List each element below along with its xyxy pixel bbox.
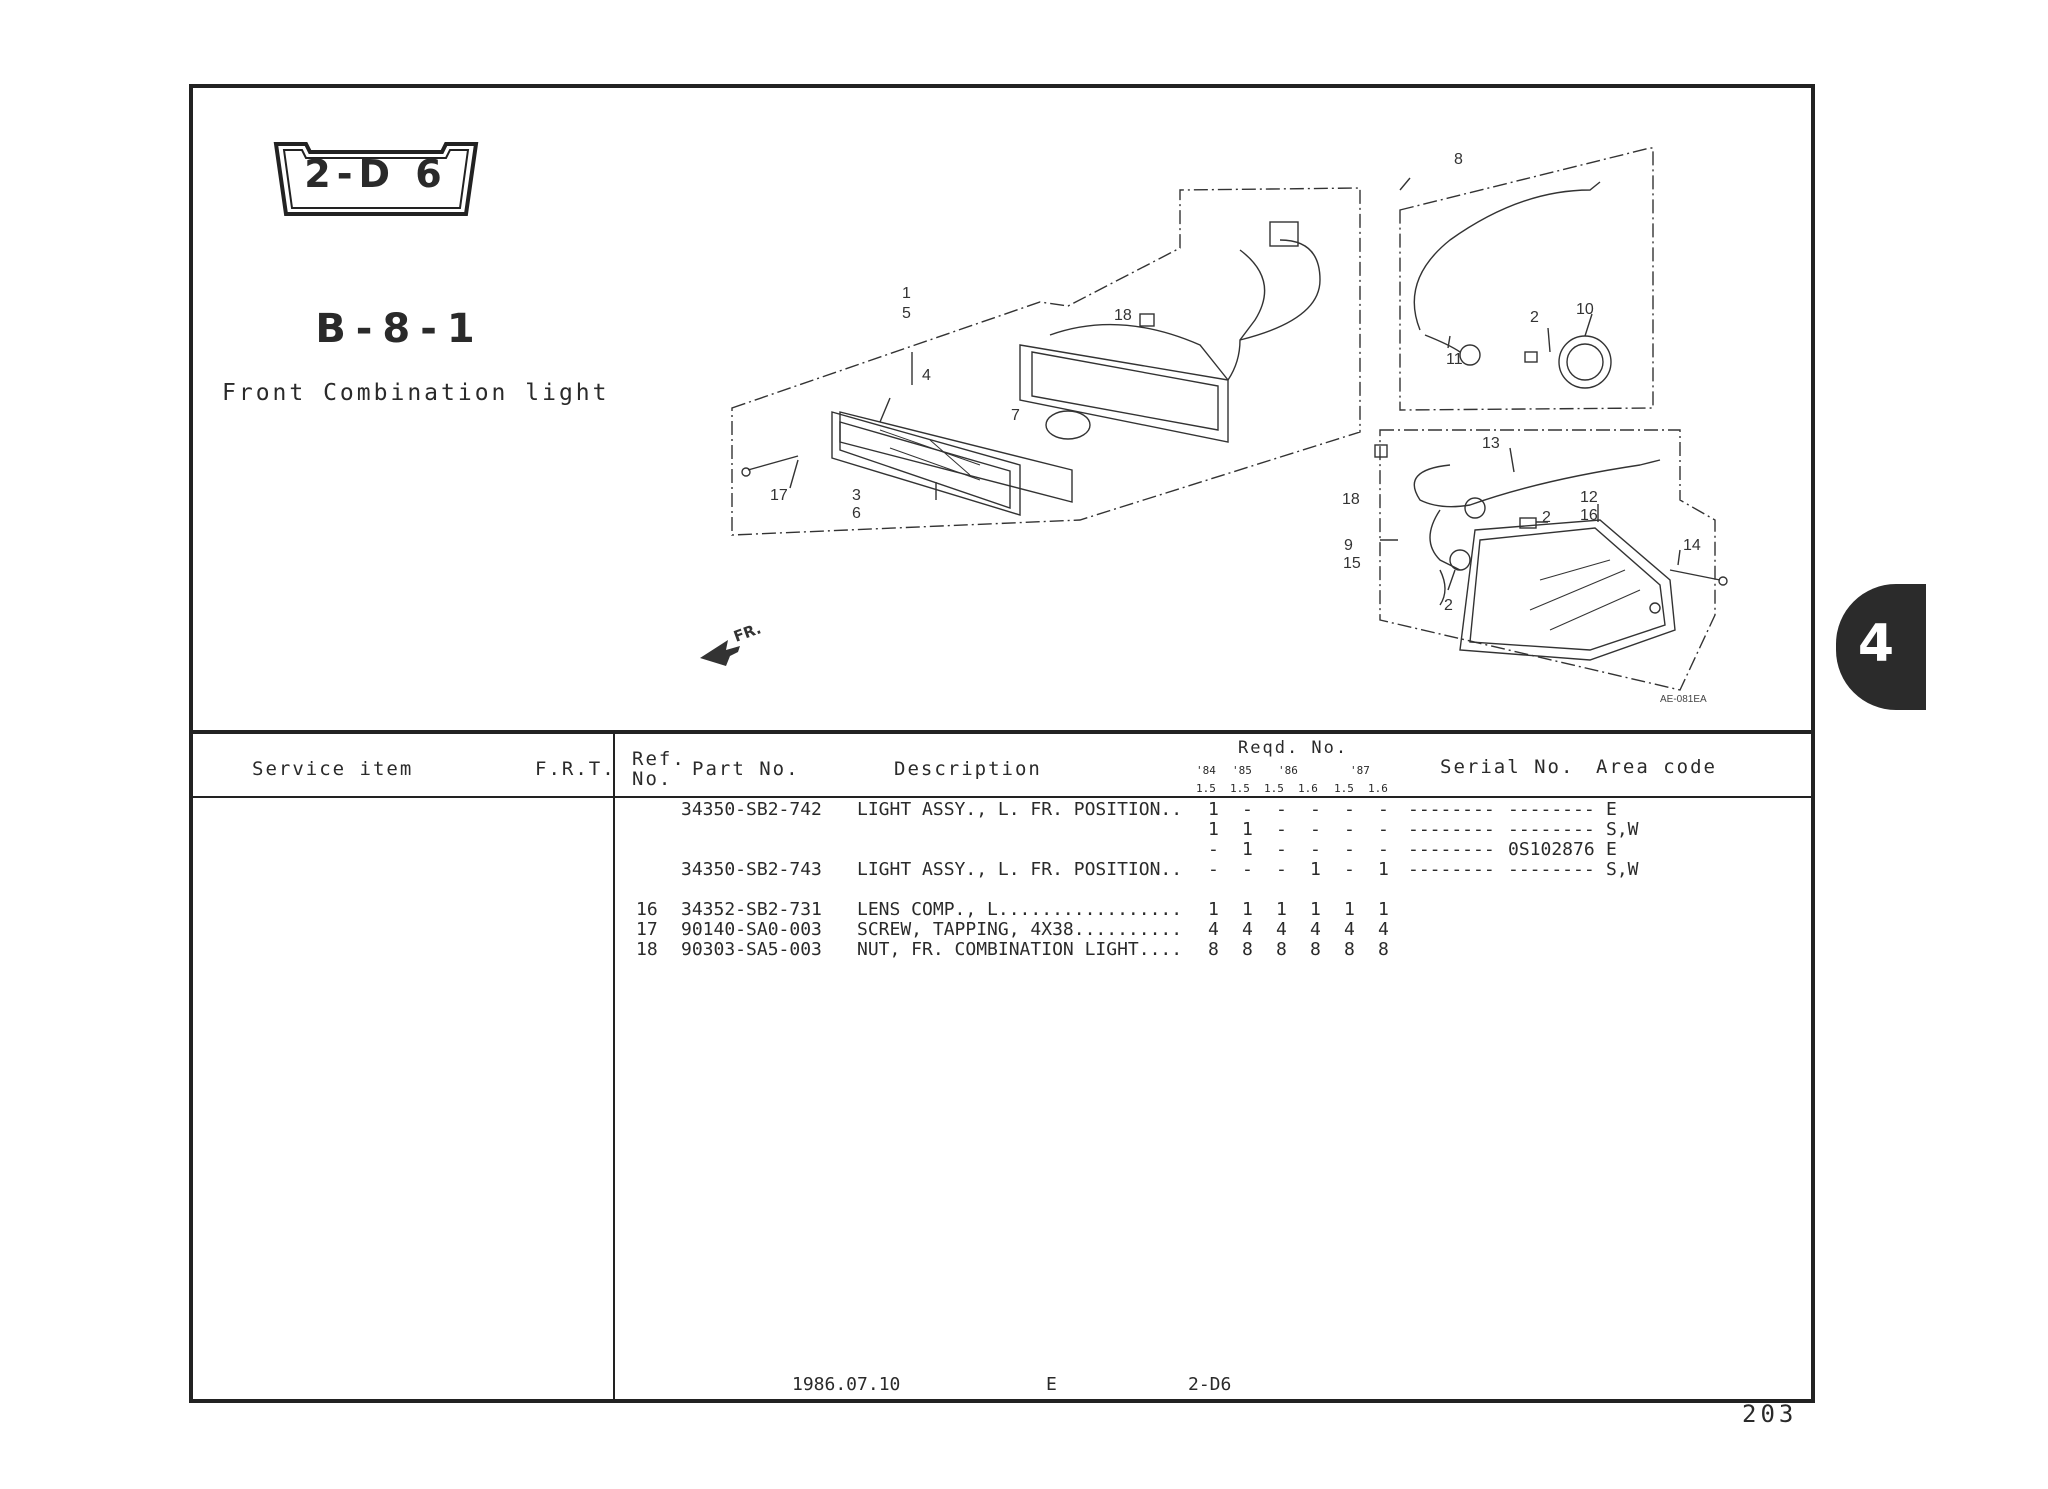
row-part-no: 90303-SA5-003 (681, 939, 822, 960)
row-ref-no: 16 (636, 899, 658, 920)
row-serial-from: -------- (1408, 819, 1495, 840)
row-qty: 4 (1378, 919, 1389, 940)
row-qty: - (1208, 859, 1219, 880)
page-title: Front Combination light (222, 380, 610, 406)
row-area-code: S,W (1606, 859, 1639, 880)
row-qty: 4 (1344, 919, 1355, 940)
callout-label: 16 (1580, 507, 1598, 524)
callout-label: 12 (1580, 489, 1598, 506)
section-tab (1836, 584, 1926, 710)
year-87: '87 (1350, 764, 1370, 777)
row-qty: 4 (1242, 919, 1253, 940)
row-qty: 4 (1208, 919, 1219, 940)
page-code: B-8-1 (315, 306, 485, 352)
callout-label: 18 (1114, 307, 1132, 324)
front-arrow-icon (700, 619, 763, 666)
row-qty: 8 (1378, 939, 1389, 960)
engine-6: 1.6 (1368, 782, 1388, 795)
engine-2: 1.5 (1230, 782, 1250, 795)
row-description: SCREW, TAPPING, 4X38.......... (857, 919, 1183, 940)
engine-5: 1.5 (1334, 782, 1354, 795)
table-header-divider (189, 796, 1815, 798)
footer-date: 1986.07.10 (792, 1374, 901, 1395)
header-serial-no: Serial No. (1440, 756, 1575, 778)
header-frt: F.R.T. (535, 758, 616, 780)
diagram-table-divider (189, 730, 1815, 734)
row-part-no: 34350-SB2-742 (681, 799, 822, 820)
engine-3: 1.5 (1264, 782, 1284, 795)
callout-label: 3 (852, 487, 861, 504)
service-column-divider (613, 732, 615, 1402)
footer-area: E (1046, 1374, 1057, 1395)
row-ref-no: 17 (636, 919, 658, 940)
year-86: '86 (1278, 764, 1298, 777)
row-description: LIGHT ASSY., L. FR. POSITION.. (857, 799, 1183, 820)
row-qty: 1 (1242, 899, 1253, 920)
row-ref-no: 18 (636, 939, 658, 960)
row-serial-from: -------- (1408, 839, 1495, 860)
row-qty: 4 (1276, 919, 1287, 940)
row-serial-from: -------- (1408, 799, 1495, 820)
engine-4: 1.6 (1298, 782, 1318, 795)
exploded-parts-diagram (680, 130, 1740, 720)
row-part-no: 90140-SA0-003 (681, 919, 822, 940)
row-qty: - (1378, 839, 1389, 860)
row-qty: - (1208, 839, 1219, 860)
row-description: NUT, FR. COMBINATION LIGHT.... (857, 939, 1183, 960)
row-qty: 8 (1242, 939, 1253, 960)
callout-label: 5 (902, 305, 911, 322)
callout-label: 2 (1444, 597, 1453, 614)
row-qty: 8 (1276, 939, 1287, 960)
section-badge (270, 140, 482, 218)
callout-label: 15 (1343, 555, 1361, 572)
year-85: '85 (1232, 764, 1252, 777)
row-qty: - (1344, 859, 1355, 880)
callout-label: 9 (1344, 537, 1353, 554)
row-qty: - (1310, 819, 1321, 840)
row-qty: - (1276, 839, 1287, 860)
callout-label: 7 (1011, 407, 1020, 424)
callout-label: 8 (1454, 151, 1463, 168)
row-qty: - (1276, 859, 1287, 880)
row-qty: 1 (1344, 899, 1355, 920)
row-qty: 1 (1208, 899, 1219, 920)
front-arrow-label: FR. (731, 619, 764, 646)
row-qty: 1 (1242, 839, 1253, 860)
row-qty: - (1242, 859, 1253, 880)
row-qty: 4 (1310, 919, 1321, 940)
callout-label: 17 (770, 487, 788, 504)
row-qty: 1 (1378, 899, 1389, 920)
row-area-code: E (1606, 839, 1617, 860)
row-qty: 1 (1208, 799, 1219, 820)
row-qty: 1 (1242, 819, 1253, 840)
row-description: LENS COMP., L................. (857, 899, 1183, 920)
row-serial-to: -------- (1508, 859, 1595, 880)
header-ref-2: No. (632, 768, 673, 790)
row-area-code: S,W (1606, 819, 1639, 840)
row-qty: 1 (1310, 899, 1321, 920)
header-part-no: Part No. (692, 758, 800, 780)
row-qty: - (1242, 799, 1253, 820)
page-number: 203 (1742, 1400, 1798, 1428)
callout-label: 1 (902, 285, 911, 302)
row-qty: 1 (1276, 899, 1287, 920)
callout-label: 10 (1576, 301, 1594, 318)
row-qty: - (1276, 819, 1287, 840)
header-service-item: Service item (252, 758, 414, 780)
row-qty: - (1344, 799, 1355, 820)
callout-label: 18 (1342, 491, 1360, 508)
footer-code: 2-D6 (1188, 1374, 1232, 1395)
row-qty: 1 (1208, 819, 1219, 840)
row-qty: 1 (1378, 859, 1389, 880)
year-84: '84 (1196, 764, 1216, 777)
figure-code: AE-081EA (1660, 694, 1707, 705)
row-part-no: 34352-SB2-731 (681, 899, 822, 920)
row-qty: - (1310, 799, 1321, 820)
callout-label: 13 (1482, 435, 1500, 452)
section-tab-number: 4 (1857, 614, 1895, 674)
row-qty: 1 (1310, 859, 1321, 880)
header-area-code: Area code (1596, 756, 1717, 778)
row-qty: 8 (1344, 939, 1355, 960)
header-reqd-no: Reqd. No. (1238, 738, 1349, 758)
callout-label: 2 (1542, 509, 1551, 526)
row-qty: - (1310, 839, 1321, 860)
row-qty: - (1344, 839, 1355, 860)
row-qty: - (1276, 799, 1287, 820)
header-description: Description (894, 758, 1042, 780)
callout-label: 14 (1683, 537, 1701, 554)
row-serial-from: -------- (1408, 859, 1495, 880)
row-qty: 8 (1208, 939, 1219, 960)
row-qty: - (1344, 819, 1355, 840)
callout-label: 6 (852, 505, 861, 522)
row-description: LIGHT ASSY., L. FR. POSITION.. (857, 859, 1183, 880)
callout-label: 11 (1446, 351, 1463, 368)
header-ref-1: Ref. (632, 748, 686, 770)
row-serial-to: -------- (1508, 819, 1595, 840)
row-qty: 8 (1310, 939, 1321, 960)
row-qty: - (1378, 799, 1389, 820)
row-serial-to: 0S102876 (1508, 839, 1595, 860)
callout-label: 4 (922, 367, 931, 384)
row-serial-to: -------- (1508, 799, 1595, 820)
row-qty: - (1378, 819, 1389, 840)
callout-label: 2 (1530, 309, 1539, 326)
row-area-code: E (1606, 799, 1617, 820)
badge-label: 2-D 6 (304, 152, 448, 196)
engine-1: 1.5 (1196, 782, 1216, 795)
row-part-no: 34350-SB2-743 (681, 859, 822, 880)
